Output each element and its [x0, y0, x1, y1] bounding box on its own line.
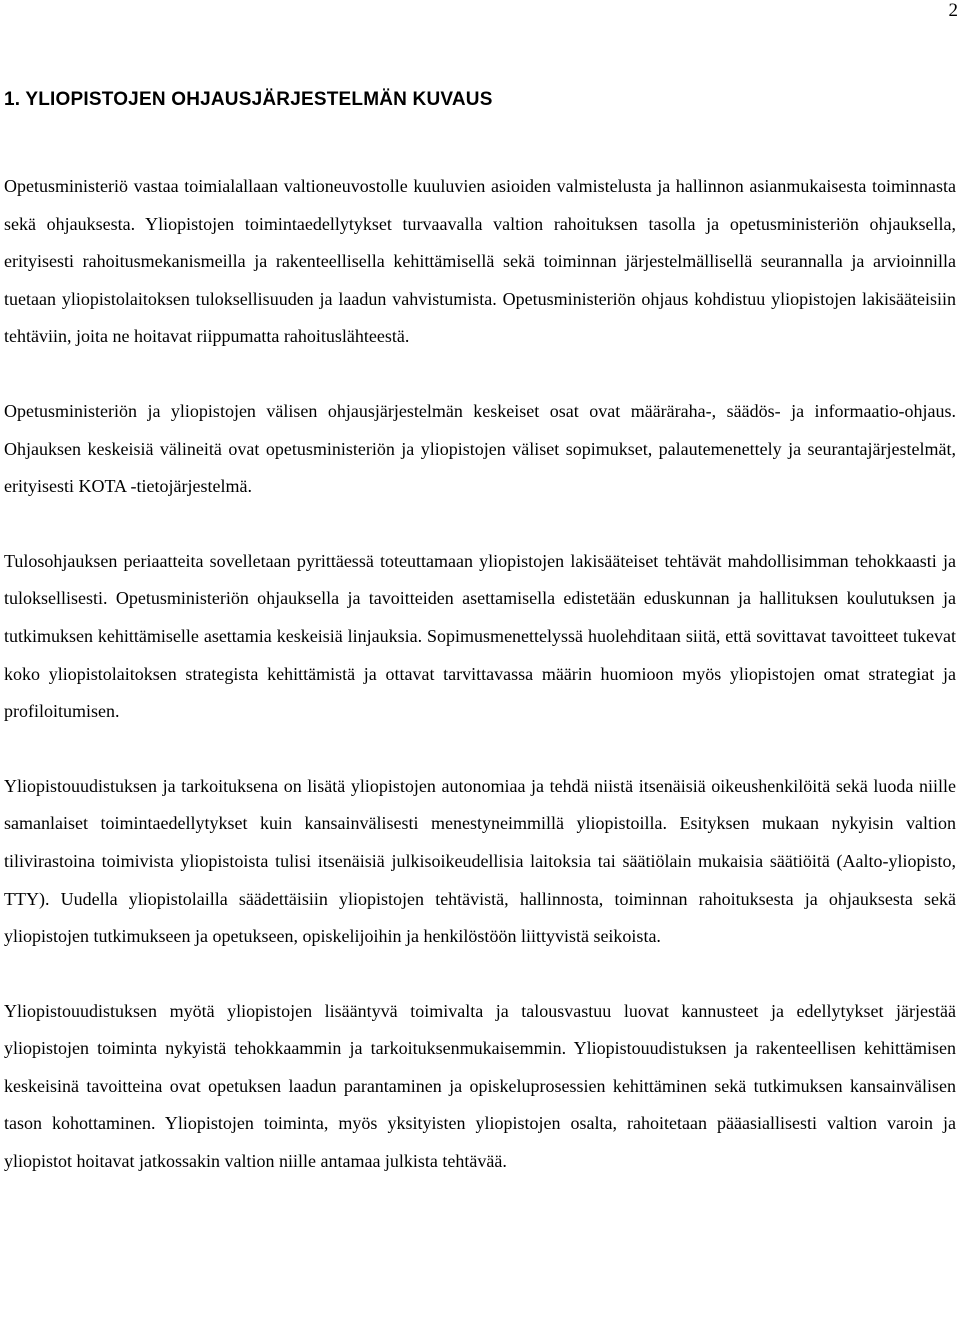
section-heading: 1. YLIOPISTOJEN OHJAUSJÄRJESTELMÄN KUVAUS [4, 89, 493, 110]
paragraph-performance-steering: Tulosohjauksen periaatteita sovelletaan pyrittäessä toteuttamaan yliopistojen lakisääteiset tehtävät mahdollisimman tehokkaasti ja tuloksellisesti. Opetusministeriön ohjauksella ja tavoitteiden asettamisella edistetään eduskunnan ja hallituksen koulutuksen ja tutkimuksen kehittämiselle asettamia keskeisiä linjauksia. Sopimusmenettelyssä huolehditaan siitä, että sovittavat tavoitteet tukevat koko yliopistolaitoksen strategista kehittämistä ja ottavat tarvittavassa määrin huomioon myös yliopistojen omat strategiat ja profiloitumisen. [4, 550, 956, 722]
document-body [4, 88, 956, 1218]
paragraph-university-reform: Yliopistouudistuksen ja tarkoituksena on lisätä yliopistojen autonomiaa ja tehdä niistä itsenäisiä oikeushenkilöitä sekä luoda niille samanlaiset toimintaedellytykset kuin kansainvälisesti menestyneimmillä yliopistoilla. Esityksen mukaan nykyisin valtion tilivirastoina toimivista yliopistoista tulisi itsenäisiä julkisoikeudellisia laitoksia tai säätiölain mukaisia säätiöitä (Aalto-yliopisto, TTY). Uudella yliopistolailla säädettäisiin yliopistojen tehtävistä, hallinnosta, toiminnan rahoituksesta ja ohjauksesta sekä yliopistojen tutkimukseen ja opetukseen, opiskelijoihin ja henkilöstöön liittyvistä seikoista. [4, 775, 956, 947]
paragraph-reform-outcomes: Yliopistouudistuksen myötä yliopistojen lisääntyvä toimivalta ja talousvastuu luovat kannusteet ja edellytykset järjestää yliopistojen toiminta nykyistä tehokkaammin ja tarkoituksenmukaisemmin. Yliopistouudistuksen ja rakenteellisen kehittämisen keskeisinä tavoitteina ovat opetuksen laadun parantaminen ja opiskeluprosessien kehittäminen sekä tutkimuksen kansainvälisen tason kohottaminen. Yliopistojen toiminta, myös yksityisten yliopistojen osalta, rahoitetaan pääasiallisesti valtion varoin ja yliopistot hoitavat jatkossakin valtion niille antamaa julkista tehtävää. [4, 1000, 956, 1172]
paragraph-ministry-responsibility: Opetusministeriö vastaa toimialallaan valtioneuvostolle kuuluvien asioiden valmistelusta ja hallinnon asianmukaisesta toiminnasta sekä ohjauksesta. Yliopistojen toimintaedellytykset turvaavalla valtion rahoituksen tasolla ja opetusministeriön ohjauksella, erityisesti rahoitusmekanismeilla ja rakenteellisella kehittämisellä sekä toiminnan järjestelmällisellä seurannalla ja arvioinnilla tuetaan yliopistolaitoksen tuloksellisuuden ja laadun vahvistumista. Opetusministeriön ohjaus kohdistuu yliopistojen lakisääteisiin tehtäviin, joita ne hoitavat riippumatta rahoituslähteestä. [4, 176, 956, 347]
paragraph-steering-system: Opetusministeriön ja yliopistojen välisen ohjausjärjestelmän keskeiset osat ovat määräraha-, säädös- ja informaatio-ohjaus. Ohjauksen keskeisiä välineitä ovat opetusministeriön ja yliopistojen väliset sopimukset, palautemenettely ja seurantajärjestelmät, erityisesti KOTA -tietojärjestelmä. [4, 400, 956, 497]
page-number: 2 [948, 0, 958, 21]
